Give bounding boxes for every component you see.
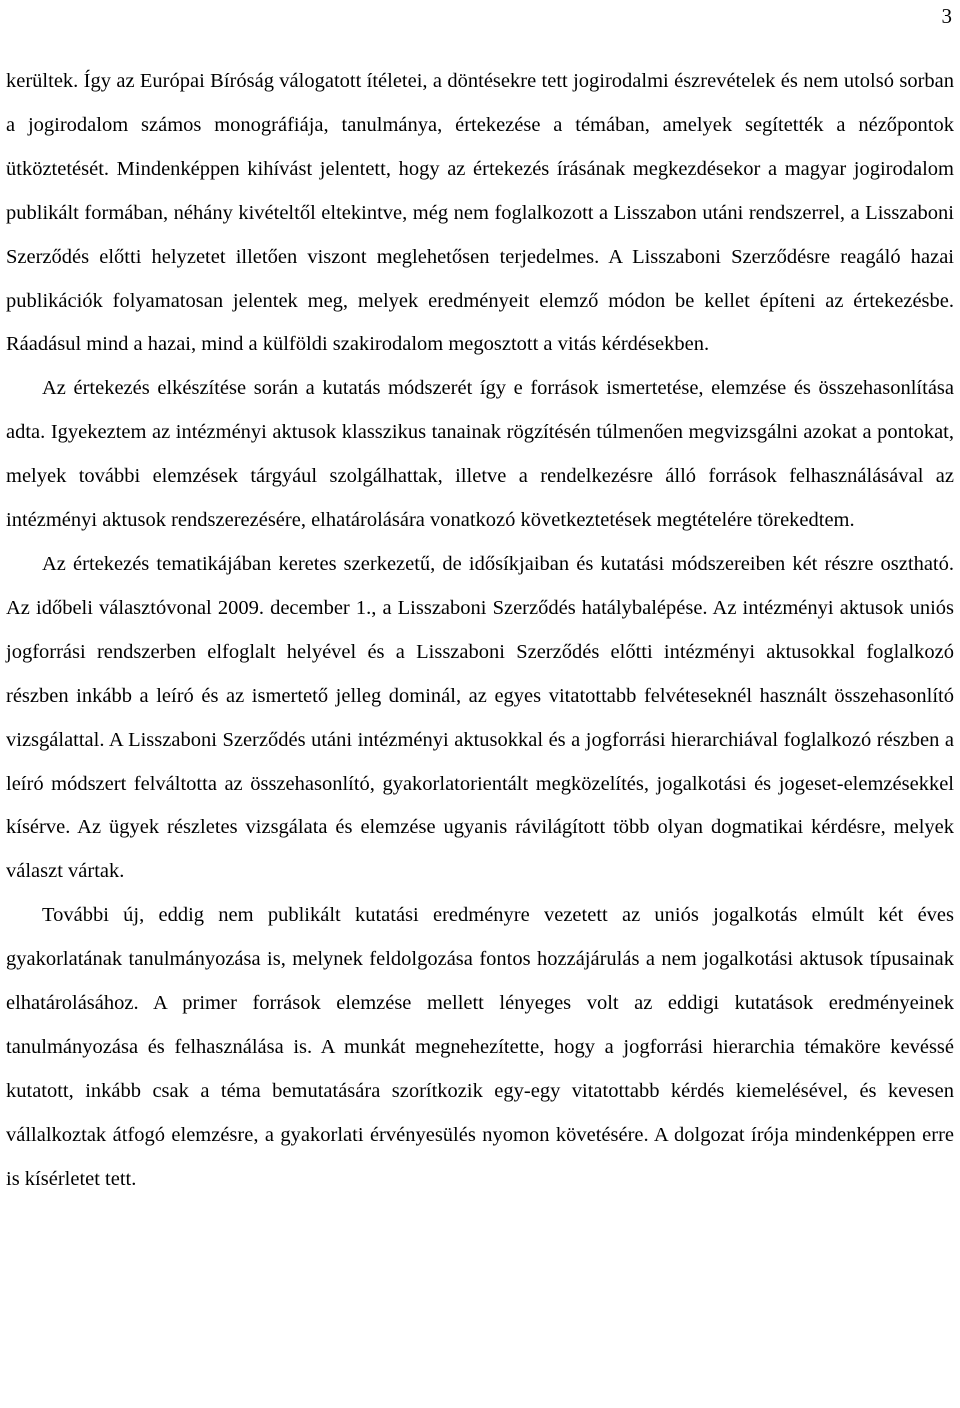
paragraph-4: További új, eddig nem publikált kutatási eredményre vezetett az uniós jogalkotás elmúlt két éves gyakorlatának tanulmányozása is, melynek feldolgozása fontos hozzájárulás a nem jogalkotási aktusok típusainak elhatárolásához. A primer források elemzése mellett lényeges volt az eddigi kutatások eredményeinek tanulmányozása és felhasználása is. A munkát megnehezítette, hogy a jogforrási hierarchia témaköre kevéssé kutatott, inkább csak a téma bemutatására szorítkozik egy-egy vitatottabb kérdés kiemelésével, és kevesen vállalkoztak átfogó elemzésre, a gyakorlati érvényesülés nyomon követésére. A dolgozat írója mindenképpen erre is kísérletet tett. [6,904,954,1190]
page-number: 3 [941,4,952,28]
paragraph-2: Az értekezés elkészítése során a kutatás módszerét így e források ismertetése, elemzése és összehasonlítása adta. Igyekeztem az intézményi aktusok klasszikus tanainak rögzítésén túlmenően megvizsgálni azokat a pontokat, melyek további elemzések tárgyául szolgálhattak, illetve a rendelkezésre álló források felhasználásával az intézményi aktusok rendszerezésére, elhatárolására vonatkozó következtetések megtételére törekedtem. [6,377,954,532]
document-body [6,60,954,1202]
paragraph-3: Az értekezés tematikájában keretes szerkezetű, de idősíkjaiban és kutatási módszereiben két részre osztható. Az időbeli választóvonal 2009. december 1., a Lisszaboni Szerződés hatálybalépése. Az intézményi aktusok uniós jogforrási rendszerben elfoglalt helyével és a Lisszaboni Szerződés előtti intézményi aktusokkal foglalkozó részben inkább a leíró és az ismertető jelleg dominál, az egyes vitatottabb felvéteseknél használt összehasonlító vizsgálattal. A Lisszaboni Szerződés utáni intézményi aktusokkal és a jogforrási hierarchiával foglalkozó részben a leíró módszert felváltotta az összehasonlító, gyakorlatorientált megközelítés, jogalkotási és jogeset-elemzésekkel kísérve. Az ügyek részletes vizsgálata és elemzése ugyanis rávilágított több olyan dogmatikai kérdésre, melyek választ vártak. [6,552,954,883]
paragraph-1: kerültek. Így az Európai Bíróság válogatott ítéletei, a döntésekre tett jogirodalmi észrevételek és nem utolsó sorban a jogirodalom számos monográfiája, tanulmánya, értekezése a témában, amelyek segítették a nézőpontok ütköztetését. Mindenképpen kihívást jelentett, hogy az értekezés írásának megkezdésekor a magyar jogirodalom publikált formában, néhány kivételtől eltekintve, még nem foglalkozott a Lisszabon utáni rendszerrel, a Lisszaboni Szerződés előtti helyzetet illetően viszont meglehetősen terjedelmes. A Lisszaboni Szerződésre reagáló hazai publikációk folyamatosan jelentek meg, melyek eredményeit elemző módon be kellet építeni az értekezésbe. Ráadásul mind a hazai, mind a külföldi szakirodalom megosztott a vitás kérdésekben. [6,70,954,356]
